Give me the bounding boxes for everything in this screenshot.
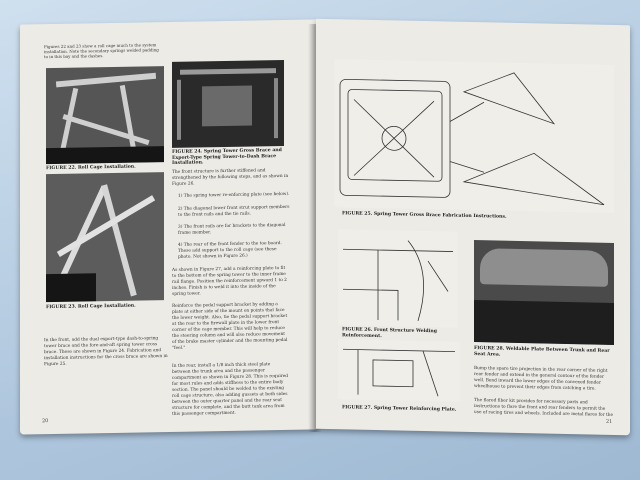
figure-27-drawing [338,339,460,402]
paragraph-rear: In the rear, install a 1/8 inch thick steel plate between the trunk area and the passenger compartment as shown in Figure 28. This is required for most rules and adds stiffness to the entire body section. The panel should be welded to the existing roll cage structure, also adding gussets at both sides between the outer quarter panel and the rear seat structure for complete, and the butt tank area from this passenger compartment. [172,362,289,417]
figure-25-drawing [334,59,614,213]
figure-23-photo [46,172,164,302]
open-booklet [6,22,634,442]
step-4: 4) The rear of the front fender to the toe board. These add support to the roll cage (see these photo. Not shown in Figure 26.) [178,241,282,260]
figure-22-caption: FIGURE 22. Roll Cage Installation. [46,164,136,172]
right-body-text: Bump the spare tire projection in the rear corner of the right rear fender and extend in the general contour of the fender well. Bend inward the lower edges of the convexed fender wheelhouse to prevent their edges from catching a tire. [474,366,608,392]
step-3: 3) The front rails are for brackets to the diagonal frame member. [178,222,286,236]
figure-28-caption: FIGURE 28. Weldable Plate Between Trunk and Rear Seat Area. [474,346,610,358]
right-body-text-2: The flared fiber kit provides for necessary parts and instructions to flare the front and rear fenders to permit the use of racing tires and wheels. Included are metal flares for the [474,398,614,418]
body-intro: The front structure is further stiffened and strengthened by the following steps, and as shown in Figure 26. [172,168,289,187]
figure-24-caption: FIGURE 24. Spring Tower Gross Brace and Export-Type Spring Tower-to-Dash Brace Installation. [172,148,282,166]
figure-28-photo [474,240,614,345]
figure-25-caption: FIGURE 25. Spring Tower Gross Brace Fabrication Instructions. [342,211,507,220]
intro-text: Figures 22 and 23 show a roll cage much to the system installation. Note the secondary springs welded padding to in this bay and the dashes. [44,42,159,60]
figure-23-caption: FIGURE 23. Roll Cage Installation. [46,303,136,311]
right-page [316,19,630,436]
page-number-left: 20 [42,418,49,425]
page-number-right: 21 [606,418,613,425]
figure-26-drawing [338,229,458,328]
left-page [20,19,316,434]
step-1: 1) The spring tower re-enforcing plate (see below). [178,191,290,199]
figure-24-photo [172,60,284,148]
figure-26-caption: FIGURE 26. Front Structure Welding Reinforcement. [342,327,437,339]
paragraph-figure-27: As shown in Figure 27, add a reinforcing plate to fit to the bottom of the spring tower to the inner frame rail flange. Position the reinforcement upward 1 to 2 inches. Finish is to weld it into the inside of the spring tower. [172,265,287,297]
paragraph-pedal: Reinforce the pedal support bracket by adding a plate at either side of the mount on points that face the lower weight. Also, tie the pedal support bracket at the rear to the firewall plate in the lower front corner of the cage member. This will help to reduce the steering column and will also reduce movement of the brake master cylinder and the mounting pedal "feel." [172,302,288,351]
figure-22-photo [46,66,164,164]
bottom-text: In the front, add the dual export-type dash-to-spring tower brace and the fore-and-aft spring tower cross brace. These are shown in Figure 24. Fabrication and installation instructions for the cross brace are shown in Figure 25. [44,336,168,368]
figure-27-caption: FIGURE 27. Spring Tower Reinforcing Plate. [342,405,457,413]
step-2: 2) The diagonal lower front strut support members to the front rails and the tie rails. [178,204,290,218]
